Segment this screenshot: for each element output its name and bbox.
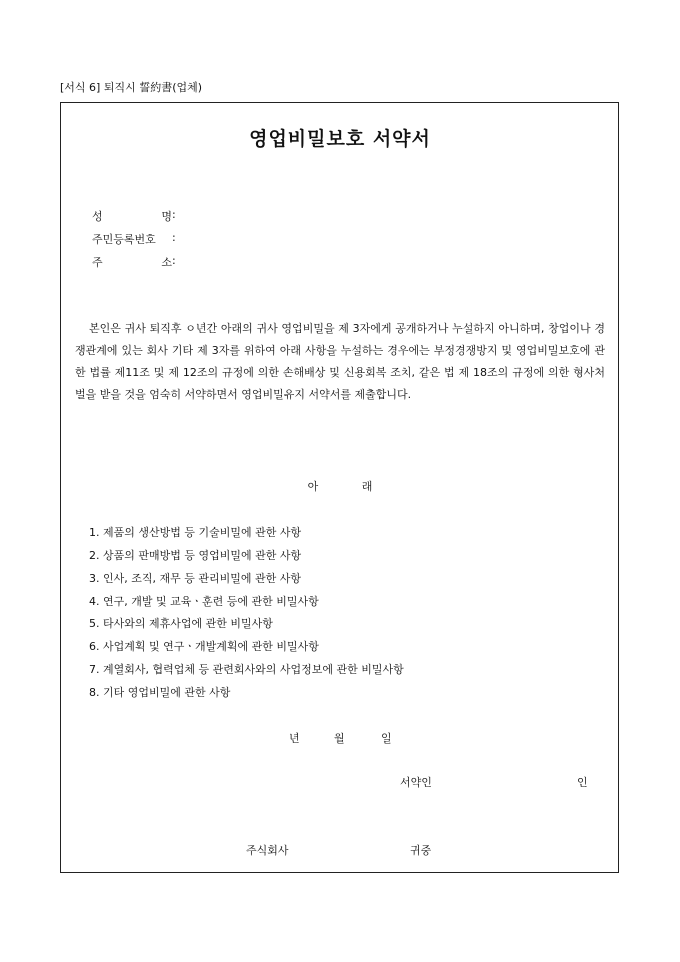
list-item: 8. 기타 영업비밀에 관한 사항 [89,686,231,699]
company-label: 주식회사 [246,844,289,857]
signer-label: 서약인 [400,776,432,789]
list-item: 4. 연구, 개발 및 교육ㆍ훈련 등에 관한 비밀사항 [89,595,319,608]
seal-mark: 인 [577,776,588,789]
list-item: 3. 인사, 조직, 재무 등 관리비밀에 관한 사항 [89,572,301,585]
field-resident-number-label: 주민등록번호 [92,233,156,246]
date-year: 년 [289,732,300,745]
date-day: 일 [381,732,392,745]
list-item: 5. 타사와의 제휴사업에 관한 비밀사항 [89,617,273,630]
list-item: 1. 제품의 생산방법 등 기술비밀에 관한 사항 [89,526,302,539]
form-label: [서식 6] 퇴직시 誓約書(업체) [60,81,203,94]
field-address-label: 주 소 [92,256,172,269]
pledge-body: 본인은 귀사 퇴직후 ㅇ년간 아래의 귀사 영업비밀을 제 3자에게 공개하거나 누설하지 아니하며, 창업이나 경쟁관계에 있는 회사 기타 제 3자를 위하여 아래 사항을 누설하는 경우에는 부정경쟁방지 및 영업비밀보호에 관한 법률 제11조 및 제 12조의 규정에 의한 손해배상 및 신용회복 조치, 같은 법 제 18조의 규정에 의한 형사처벌을 받을 것을 엄숙히 서약하면서 영업비밀유지 서약서를 제출합니다. [75,322,605,401]
list-item: 7. 계열회사, 협력업체 등 관련회사와의 사업정보에 관한 비밀사항 [89,663,404,676]
list-item: 2. 상품의 판매방법 등 영업비밀에 관한 사항 [89,549,302,562]
below-heading: 아 래 [307,480,373,493]
document-title: 영업비밀보호 서약서 [249,128,431,150]
date-month: 월 [334,732,345,745]
list-item: 6. 사업계획 및 연구ㆍ개발계획에 관한 비밀사항 [89,640,319,653]
addressee: 귀중 [410,844,432,857]
field-name-label: 성 명 [92,210,172,223]
